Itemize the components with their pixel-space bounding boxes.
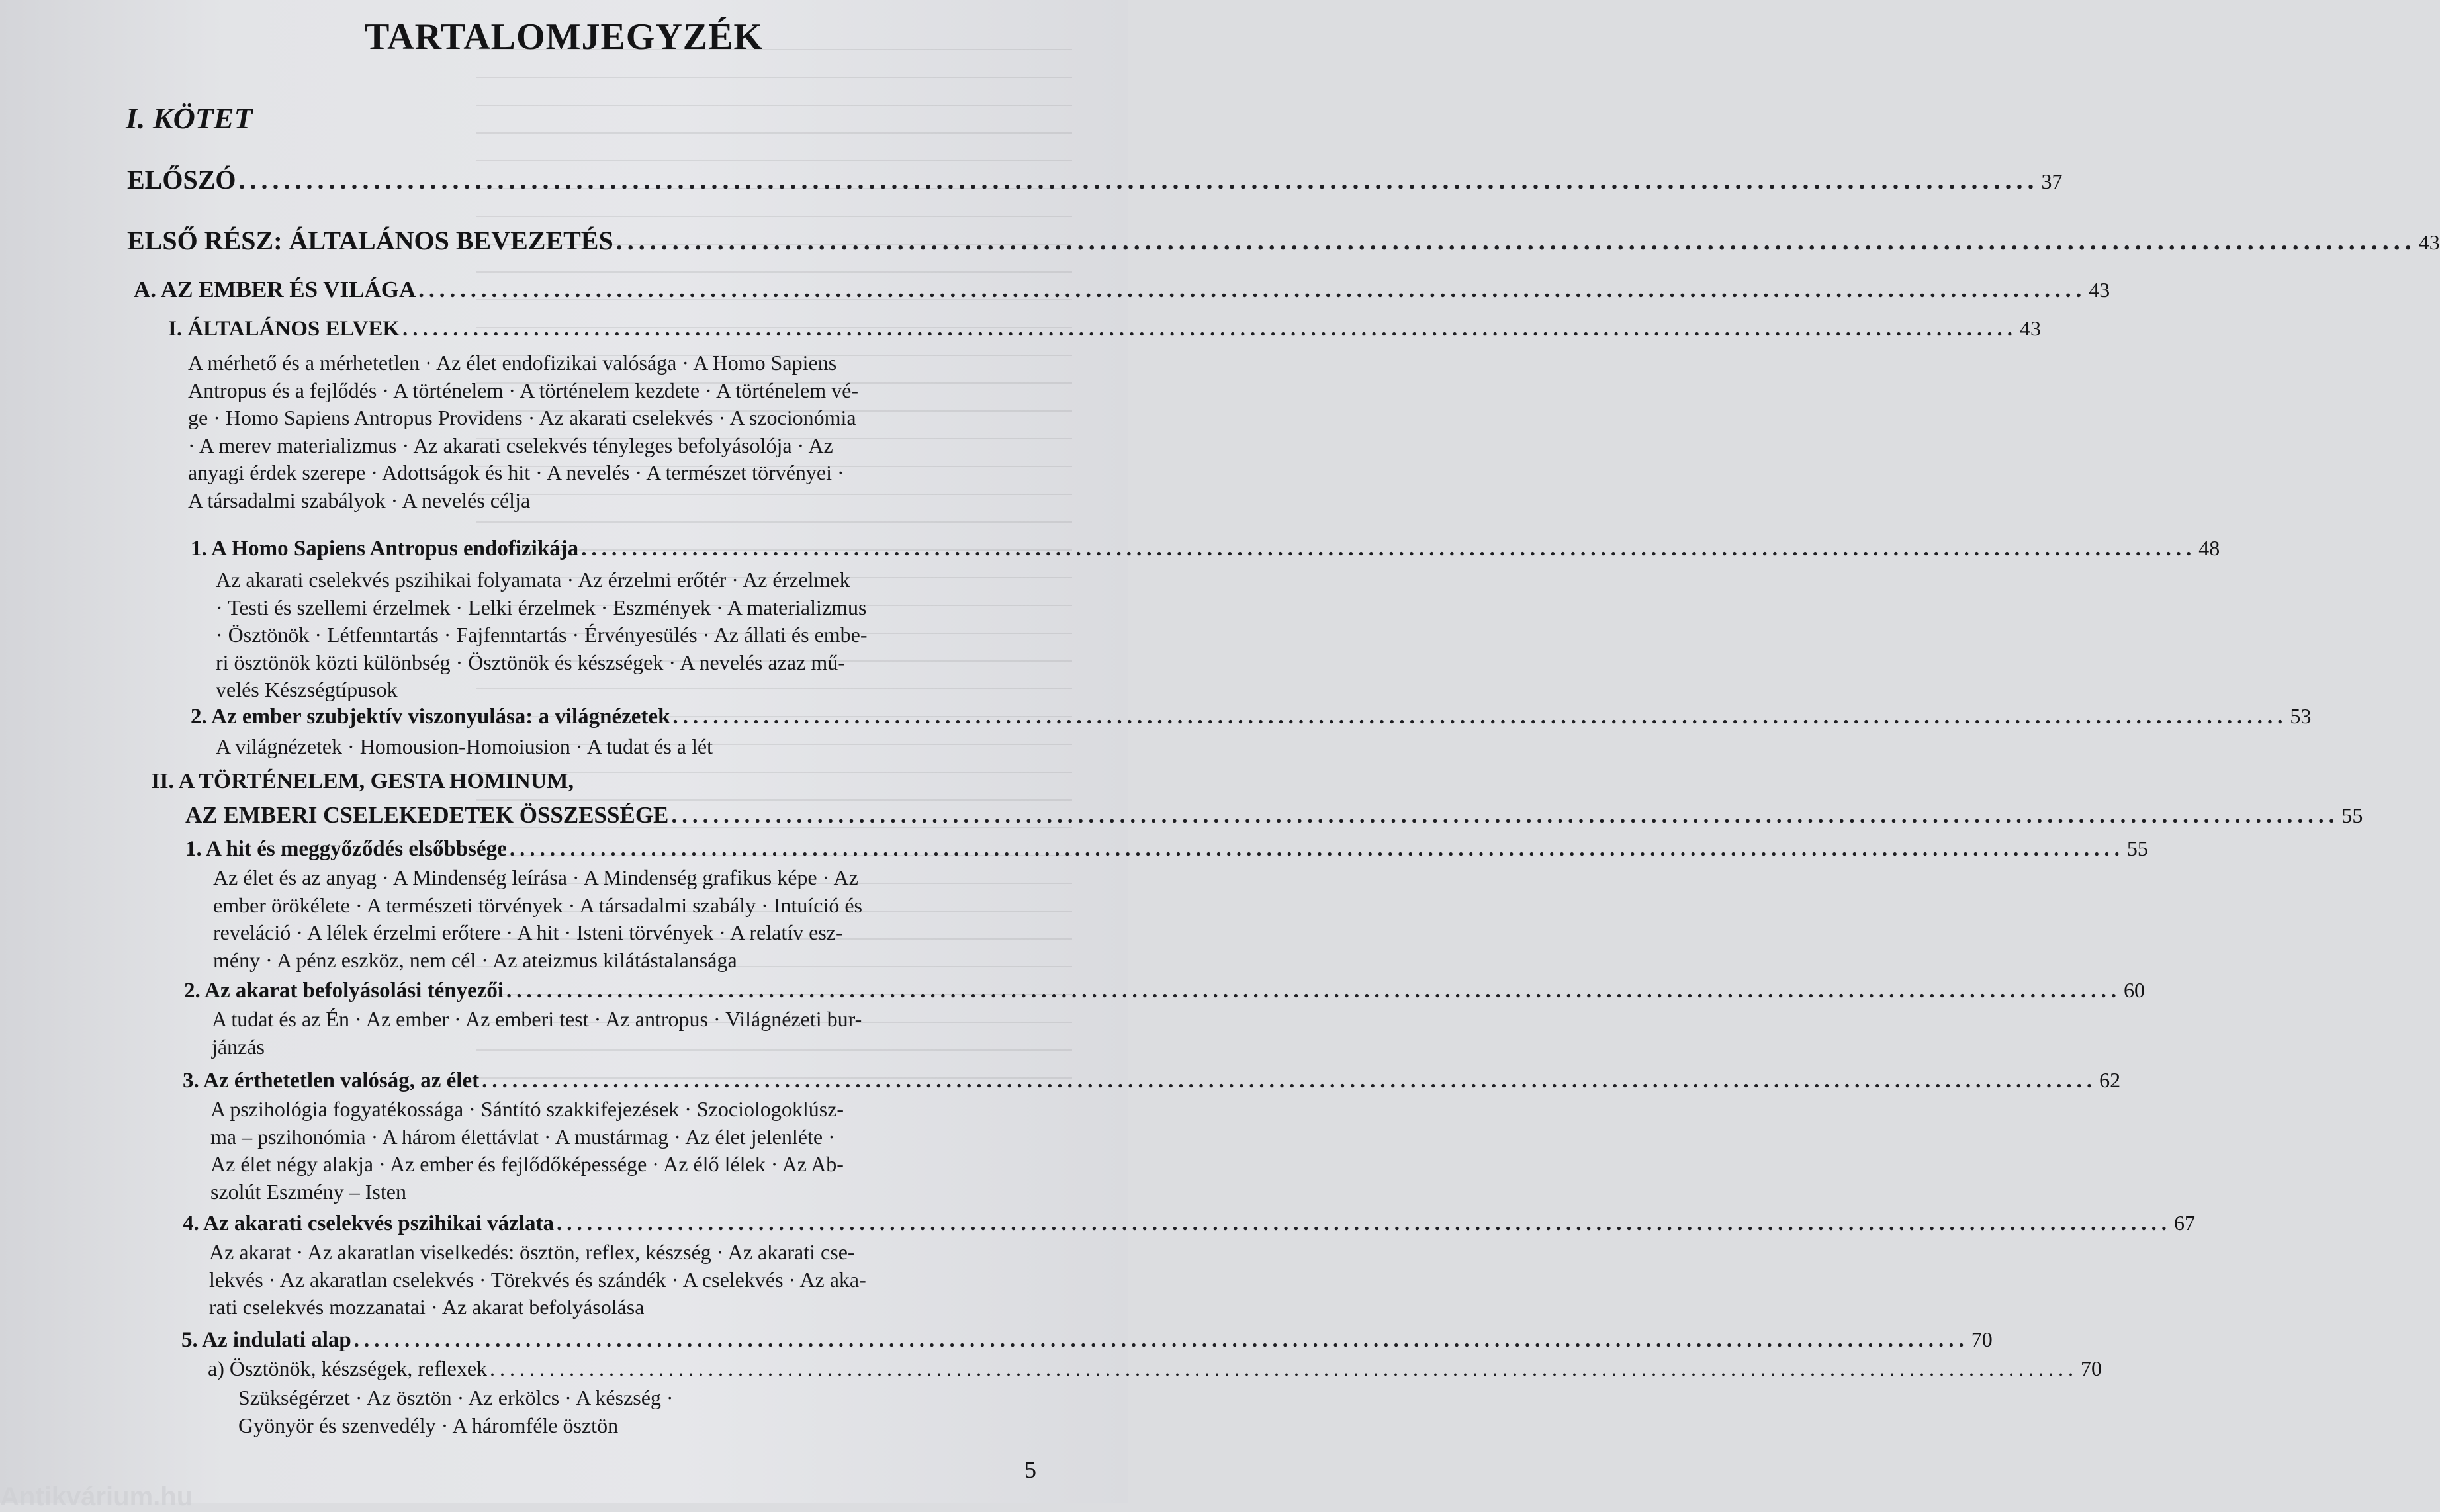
toc-entry-page: 62 xyxy=(2099,1068,2121,1092)
toc-entry-eloszo xyxy=(127,164,2063,195)
toc-entry-vilagnezetek xyxy=(191,704,2312,729)
toc-entry-label: 1. A hit és meggyőződés elsőbbsége xyxy=(185,837,507,861)
toc-entry-description: Az akarat · Az akaratlan viselkedés: ösztön, reflex, készség · Az akarati cse- lekvés · Az akaratlan cselekvés · Törekvés és szándék · A cselekvés · Az aka- rati cselekvés mozzanatai · Az akarat befolyásolása xyxy=(209,1240,866,1319)
toc-entry-page: 53 xyxy=(2290,704,2312,728)
section-heading-line1: II. A TÖRTÉNELEM, GESTA HOMINUM, xyxy=(151,769,574,793)
toc-entry-page: 37 xyxy=(2041,169,2063,193)
toc-entry-page: 60 xyxy=(2124,978,2146,1002)
toc-entry-altalanos-elvek xyxy=(168,316,2041,341)
toc-entry-page: 70 xyxy=(2081,1356,2102,1380)
toc-entry-label: ELSŐ RÉSZ: ÁLTALÁNOS BEVEZETÉS xyxy=(127,226,613,255)
toc-entry-page: 55 xyxy=(2126,836,2148,860)
leader-dots: ................................................................................................................................................................ xyxy=(353,1328,1969,1352)
toc-entry-label: 3. Az érthetetlen valóság, az élet xyxy=(183,1069,480,1092)
toc-entry-endofizika xyxy=(191,536,2220,561)
page-title: TARTALOMJEGYZÉK xyxy=(364,17,764,58)
toc-entry-label: 1. A Homo Sapiens Antropus endofizikája xyxy=(191,537,579,560)
toc-entry-description: Az élet és az anyag · A Mindenség leírása · A Mindenség grafikus képe · Az ember örökélete · A természeti törvények · A társadalmi szabály · Intuíció és reveláció · A lélek érzelmi erőtere · A hit · Isteni törvények · A relatív esz- mény · A pénz eszköz, nem cél · Az ateizmus kilátástalansága xyxy=(213,866,862,972)
leader-dots: ................................................................................................................................................................ xyxy=(671,802,2339,828)
toc-entry-description: Szükségérzet · Az ösztön · Az erkölcs · A készség · Gyönyör és szenvedély · A háromféle ösztön xyxy=(238,1386,674,1437)
leader-dots: ................................................................................................................................................................ xyxy=(506,979,2122,1002)
toc-entry-hit xyxy=(185,836,2148,862)
toc-entry-page: 67 xyxy=(2173,1211,2195,1235)
toc-entry-elso-resz xyxy=(127,225,2440,256)
toc-entry-label: 5. Az indulati alap xyxy=(181,1328,351,1352)
toc-entry-description: A tudat és az Én · Az ember · Az emberi test · Az antropus · Világnézeti bur- jánzás xyxy=(212,1007,862,1059)
leader-dots: ................................................................................................................................................................ xyxy=(402,317,2017,341)
toc-entry-page: 48 xyxy=(2198,536,2220,560)
toc-entry-label: a) Ösztönök, készségek, reflexek xyxy=(208,1356,488,1380)
toc-entry-description: Az akarati cselekvés pszihikai folyamata · Az érzelmi erőtér · Az érzelmek · Testi és szellemi érzelmek · Lelki érzelmek · Eszmények · A materializmus · Ösztönök · Létfenntartás · Fajfenntartás · Érvényesülés · Az állati és embe- ri ösztönök közti különbség · Ösztönök és készségek · A nevelés azaz mű- velés Készségtípusok xyxy=(216,568,868,701)
toc-entry-description: A világnézetek · Homousion-Homoiusion · A tudat és a lét xyxy=(216,734,713,758)
toc-entry-label: I. ÁLTALÁNOS ELVEK xyxy=(168,317,400,341)
toc-entry-osztonok xyxy=(208,1356,2102,1381)
toc-entry-label: ELŐSZÓ xyxy=(127,165,236,195)
toc-entry-label: 2. Az akarat befolyásolási tényezői xyxy=(184,979,504,1002)
toc-entry-ember-es-vilaga xyxy=(134,277,2110,303)
toc-entry-label: AZ EMBERI CSELEKEDETEK ÖSSZESSÉGE xyxy=(185,802,669,828)
toc-entry-label: 2. Az ember szubjektív viszonyulása: a világnézetek xyxy=(191,705,670,729)
toc-entry-label: 4. Az akarati cselekvés pszihikai vázlata xyxy=(183,1212,554,1235)
toc-entry-indulati-alap xyxy=(181,1327,1993,1353)
toc-entry-page: 43 xyxy=(2089,278,2110,302)
leader-dots: ................................................................................................................................................................ xyxy=(672,705,2288,729)
toc-entry-akarat xyxy=(184,978,2146,1003)
toc-entry-valosag xyxy=(183,1068,2121,1093)
toc-entry-description: A pszihológia fogyatékossága · Sántító szakkifejezések · Szociologoklúsz- ma – pszihonómia · A három élettávlat · A mustármag · Az élet jelenléte · Az élet négy alakja · Az ember és fejlődőképessége · Az élő lélek · Az Ab- szolút Eszmény – Isten xyxy=(210,1097,844,1204)
toc-entry-description: A mérhető és a mérhetetlen · Az élet endofizikai valósága · A Homo Sapiens Antropus és a fejlődés · A történelem · A történelem kezdete · A történelem vé- ge · Homo Sapiens Antropus Providens · Az akarati cselekvés · A szocionómia · A merev materializmus · Az akarati cselekvés tényleges befolyásolója · Az anyagi érdek szerepe · Adottságok és hit · A nevelés · A természet törvényei · A társadalmi szabályok · A nevelés célja xyxy=(188,351,859,512)
leader-dots: ................................................................................................................................................................ xyxy=(490,1356,2079,1380)
leader-dots: ................................................................................................................................................................ xyxy=(556,1212,2171,1235)
leader-dots: ................................................................................................................................................................ xyxy=(238,165,2039,195)
toc-entry-page: 70 xyxy=(1971,1327,1993,1351)
toc-entry-label: A. AZ EMBER ÉS VILÁGA xyxy=(134,277,416,302)
page-number: 5 xyxy=(1024,1456,1036,1483)
leader-dots: ................................................................................................................................................................ xyxy=(482,1069,2097,1092)
leader-dots: ................................................................................................................................................................ xyxy=(615,226,2416,255)
volume-heading: I. KÖTET xyxy=(126,101,253,135)
toc-entry-page: 55 xyxy=(2341,803,2363,827)
watermark: Antikvárium.hu xyxy=(0,1482,193,1511)
toc-entry-vazlat xyxy=(183,1211,2195,1236)
toc-entry-page: 43 xyxy=(2418,230,2440,254)
leader-dots: ................................................................................................................................................................ xyxy=(581,537,2196,560)
leader-dots: ................................................................................................................................................................ xyxy=(509,837,2124,861)
toc-entry-emberi-cselekedetek xyxy=(185,802,2363,828)
leader-dots: ................................................................................................................................................................ xyxy=(418,277,2087,302)
toc-entry-page: 43 xyxy=(2020,316,2041,340)
